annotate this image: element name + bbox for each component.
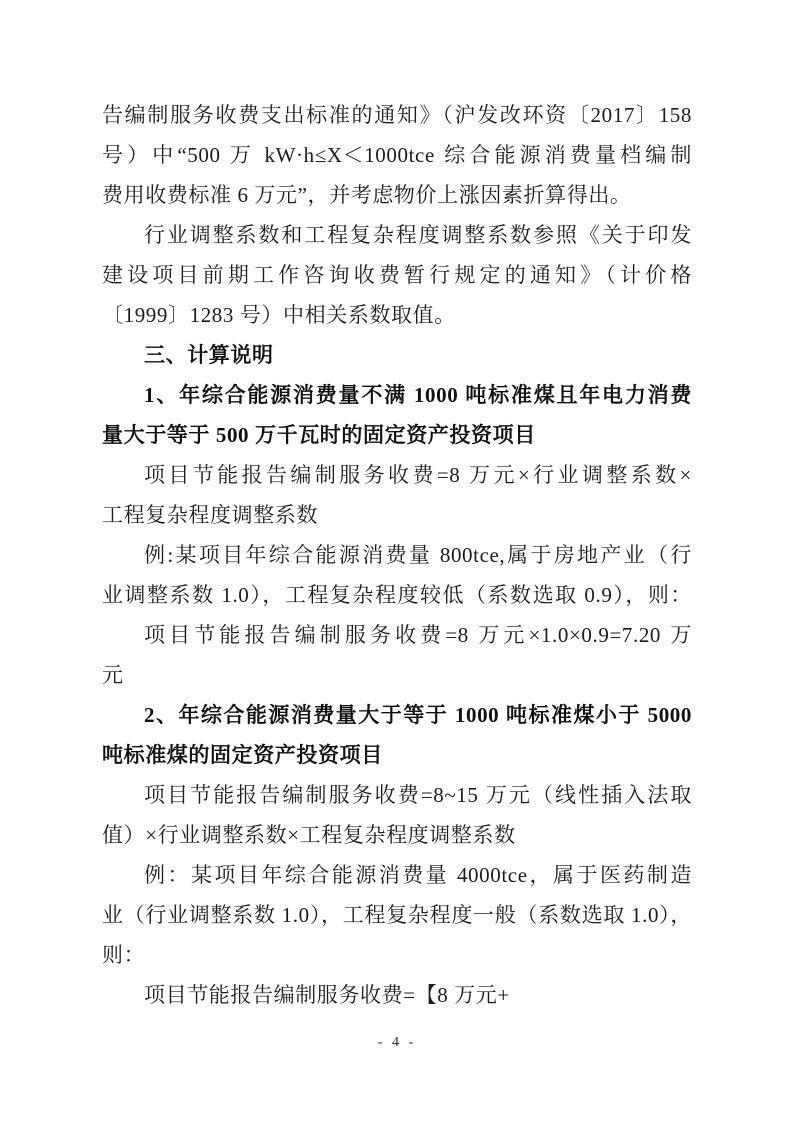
heading-line: 量大于等于 500 万千瓦时的固定资产投资项目 [102, 423, 536, 447]
heading-line: 1、年综合能源消费量不满 1000 吨标准煤且年电力消费 [144, 383, 692, 407]
text-line: 项目节能报告编制服务收费=【8 万元+ [144, 983, 510, 1007]
text-line: 号）中“500 万 kW·h≤X＜1000tce 综合能源消费量档编制 [102, 143, 692, 167]
document-body [102, 95, 692, 1015]
paragraph [102, 615, 692, 695]
text-line: 则： [102, 943, 146, 967]
paragraph [102, 855, 692, 975]
text-line: 元 [102, 663, 124, 687]
page-number: - 4 - [377, 1035, 417, 1050]
text-line: 行业调整系数和工程复杂程度调整系数参照《关于印发 [144, 223, 692, 247]
text-line: 〔1999〕1283 号）中相关系数取值。 [102, 303, 456, 327]
text-line: 业调整系数 1.0），工程复杂程度较低（系数选取 0.9），则： [102, 583, 692, 607]
paragraph [102, 975, 692, 1015]
heading-line: 2、年综合能源消费量大于等于 1000 吨标准煤小于 5000 [144, 703, 692, 727]
text-line: 项目节能报告编制服务收费=8~15 万元（线性插入法取 [144, 783, 692, 807]
text-line: 费用收费标准 6 万元”，并考虑物价上涨因素折算得出。 [102, 183, 632, 207]
paragraph [102, 95, 692, 215]
heading-line: 三、计算说明 [144, 343, 274, 367]
paragraph [102, 455, 692, 535]
subsection-heading [102, 695, 692, 775]
subsection-heading [102, 375, 692, 455]
text-line: 建设项目前期工作咨询收费暂行规定的通知》（计价格 [102, 263, 692, 287]
text-line: 例:某项目年综合能源消费量 800tce,属于房地产业（行 [144, 543, 692, 567]
text-line: 业（行业调整系数 1.0），工程复杂程度一般（系数选取 1.0）， [102, 903, 692, 927]
text-line: 工程复杂程度调整系数 [102, 503, 318, 527]
paragraph [102, 535, 692, 615]
paragraph [102, 775, 692, 855]
heading-line: 吨标准煤的固定资产投资项目 [102, 743, 383, 767]
text-line: 项目节能报告编制服务收费=8 万元×行业调整系数× [144, 463, 692, 487]
text-line: 值）×行业调整系数×工程复杂程度调整系数 [102, 823, 516, 847]
text-line: 项目节能报告编制服务收费=8 万元×1.0×0.9=7.20 万 [144, 623, 692, 647]
text-line: 例：某项目年综合能源消费量 4000tce，属于医药制造 [144, 863, 692, 887]
section-heading [102, 335, 692, 375]
paragraph [102, 215, 692, 335]
text-line: 告编制服务收费支出标准的通知》（沪发改环资〔2017〕158 [102, 103, 692, 127]
